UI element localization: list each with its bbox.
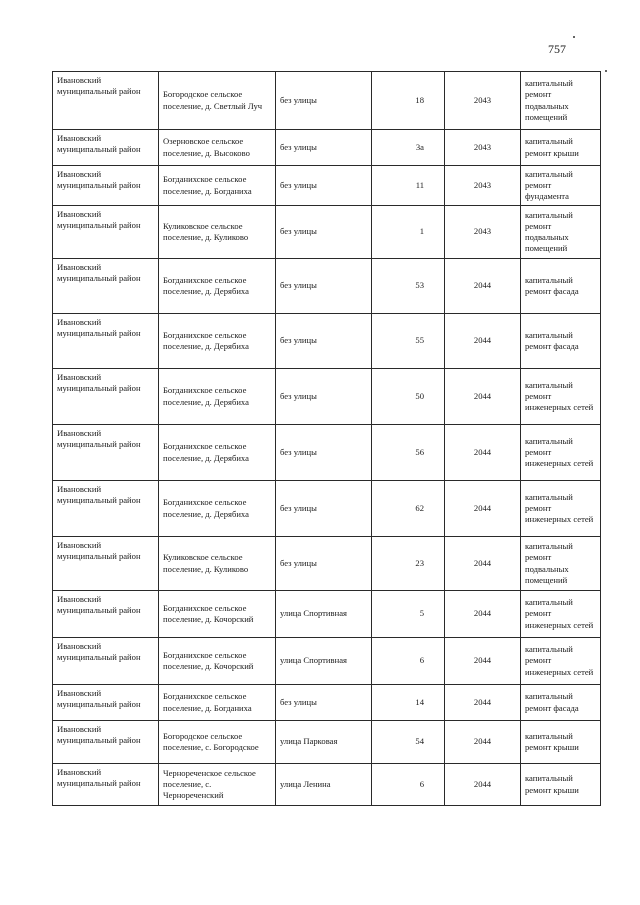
street-cell: без улицы <box>276 685 372 721</box>
municipality-cell: Ивановский муниципальный район <box>53 537 159 591</box>
year-cell: 2044 <box>445 591 521 638</box>
street-cell: без улицы <box>276 166 372 206</box>
table-row <box>53 537 601 591</box>
municipality-cell: Ивановский муниципальный район <box>53 638 159 685</box>
street-cell: без улицы <box>276 130 372 166</box>
house-number-cell: 3а <box>372 130 445 166</box>
house-number-cell: 1 <box>372 206 445 259</box>
year-cell: 2043 <box>445 206 521 259</box>
work-type-cell: капитальный ремонт инженерных сетей <box>521 369 601 425</box>
settlement-cell: Богданихское сельское поселение, д. Дерябиха <box>159 481 276 537</box>
street-cell: улица Спортивная <box>276 591 372 638</box>
house-number-cell: 50 <box>372 369 445 425</box>
work-type-cell: капитальный ремонт подвальных помещений <box>521 537 601 591</box>
work-type-cell: капитальный ремонт фасада <box>521 259 601 314</box>
settlement-cell: Богданихское сельское поселение, д. Дерябиха <box>159 314 276 369</box>
work-type-cell: капитальный ремонт крыши <box>521 764 601 806</box>
municipality-cell: Ивановский муниципальный район <box>53 591 159 638</box>
house-number-cell: 5 <box>372 591 445 638</box>
table-row <box>53 314 601 369</box>
settlement-cell: Озерновское сельское поселение, д. Высоково <box>159 130 276 166</box>
settlement-cell: Богданихское сельское поселение, д. Кочорский <box>159 591 276 638</box>
house-number-cell: 56 <box>372 425 445 481</box>
house-number-cell: 53 <box>372 259 445 314</box>
year-cell: 2044 <box>445 314 521 369</box>
street-cell: без улицы <box>276 369 372 425</box>
scan-speck <box>573 36 575 38</box>
settlement-cell: Богданихское сельское поселение, д. Дерябиха <box>159 425 276 481</box>
year-cell: 2044 <box>445 425 521 481</box>
year-cell: 2044 <box>445 369 521 425</box>
work-type-cell: капитальный ремонт крыши <box>521 721 601 764</box>
work-type-cell: капитальный ремонт фасада <box>521 314 601 369</box>
house-number-cell: 23 <box>372 537 445 591</box>
municipality-cell: Ивановский муниципальный район <box>53 685 159 721</box>
house-number-cell: 6 <box>372 764 445 806</box>
year-cell: 2043 <box>445 72 521 130</box>
page-number: 757 <box>548 42 566 56</box>
house-number-cell: 54 <box>372 721 445 764</box>
municipality-cell: Ивановский муниципальный район <box>53 130 159 166</box>
street-cell: улица Ленина <box>276 764 372 806</box>
table-row <box>53 721 601 764</box>
settlement-cell: Богданихское сельское поселение, д. Богданиха <box>159 685 276 721</box>
work-type-cell: капитальный ремонт фасада <box>521 685 601 721</box>
table-row <box>53 591 601 638</box>
scan-speck <box>605 70 607 72</box>
street-cell: без улицы <box>276 314 372 369</box>
table-row <box>53 72 601 130</box>
year-cell: 2044 <box>445 764 521 806</box>
table-row <box>53 638 601 685</box>
municipality-cell: Ивановский муниципальный район <box>53 764 159 806</box>
street-cell: без улицы <box>276 481 372 537</box>
municipality-cell: Ивановский муниципальный район <box>53 259 159 314</box>
settlement-cell: Куликовское сельское поселение, д. Куликово <box>159 537 276 591</box>
settlement-cell: Богданихское сельское поселение, д. Кочорский <box>159 638 276 685</box>
street-cell: без улицы <box>276 537 372 591</box>
street-cell: улица Спортивная <box>276 638 372 685</box>
settlement-cell: Богородское сельское поселение, с. Богородское <box>159 721 276 764</box>
work-type-cell: капитальный ремонт инженерных сетей <box>521 481 601 537</box>
municipality-cell: Ивановский муниципальный район <box>53 369 159 425</box>
table-row <box>53 425 601 481</box>
street-cell: без улицы <box>276 259 372 314</box>
street-cell: без улицы <box>276 72 372 130</box>
settlement-cell: Куликовское сельское поселение, д. Куликово <box>159 206 276 259</box>
work-type-cell: капитальный ремонт инженерных сетей <box>521 638 601 685</box>
work-type-cell: капитальный ремонт крыши <box>521 130 601 166</box>
year-cell: 2044 <box>445 638 521 685</box>
municipality-cell: Ивановский муниципальный район <box>53 166 159 206</box>
table-row <box>53 369 601 425</box>
table-row <box>53 764 601 806</box>
municipality-cell: Ивановский муниципальный район <box>53 72 159 130</box>
settlement-cell: Богданихское сельское поселение, д. Дерябиха <box>159 259 276 314</box>
table-row <box>53 685 601 721</box>
year-cell: 2044 <box>445 685 521 721</box>
settlement-cell: Чернореченское сельское поселение, с. Чернореченский <box>159 764 276 806</box>
settlement-cell: Богданихское сельское поселение, д. Дерябиха <box>159 369 276 425</box>
house-number-cell: 18 <box>372 72 445 130</box>
table-row <box>53 206 601 259</box>
year-cell: 2043 <box>445 130 521 166</box>
table-row <box>53 166 601 206</box>
house-number-cell: 62 <box>372 481 445 537</box>
street-cell: без улицы <box>276 206 372 259</box>
work-type-cell: капитальный ремонт инженерных сетей <box>521 591 601 638</box>
settlement-cell: Богданихское сельское поселение, д. Богданиха <box>159 166 276 206</box>
work-type-cell: капитальный ремонт фундамента <box>521 166 601 206</box>
year-cell: 2044 <box>445 721 521 764</box>
street-cell: без улицы <box>276 425 372 481</box>
municipality-cell: Ивановский муниципальный район <box>53 206 159 259</box>
municipality-cell: Ивановский муниципальный район <box>53 721 159 764</box>
house-number-cell: 11 <box>372 166 445 206</box>
year-cell: 2044 <box>445 481 521 537</box>
repair-schedule-table <box>52 71 601 806</box>
municipality-cell: Ивановский муниципальный район <box>53 314 159 369</box>
street-cell: улица Парковая <box>276 721 372 764</box>
work-type-cell: капитальный ремонт подвальных помещений <box>521 206 601 259</box>
work-type-cell: капитальный ремонт подвальных помещений <box>521 72 601 130</box>
municipality-cell: Ивановский муниципальный район <box>53 481 159 537</box>
table-row <box>53 481 601 537</box>
year-cell: 2044 <box>445 259 521 314</box>
house-number-cell: 6 <box>372 638 445 685</box>
work-type-cell: капитальный ремонт инженерных сетей <box>521 425 601 481</box>
municipality-cell: Ивановский муниципальный район <box>53 425 159 481</box>
settlement-cell: Богородское сельское поселение, д. Светлый Луч <box>159 72 276 130</box>
table-row <box>53 130 601 166</box>
table-row <box>53 259 601 314</box>
year-cell: 2044 <box>445 537 521 591</box>
year-cell: 2043 <box>445 166 521 206</box>
house-number-cell: 55 <box>372 314 445 369</box>
house-number-cell: 14 <box>372 685 445 721</box>
